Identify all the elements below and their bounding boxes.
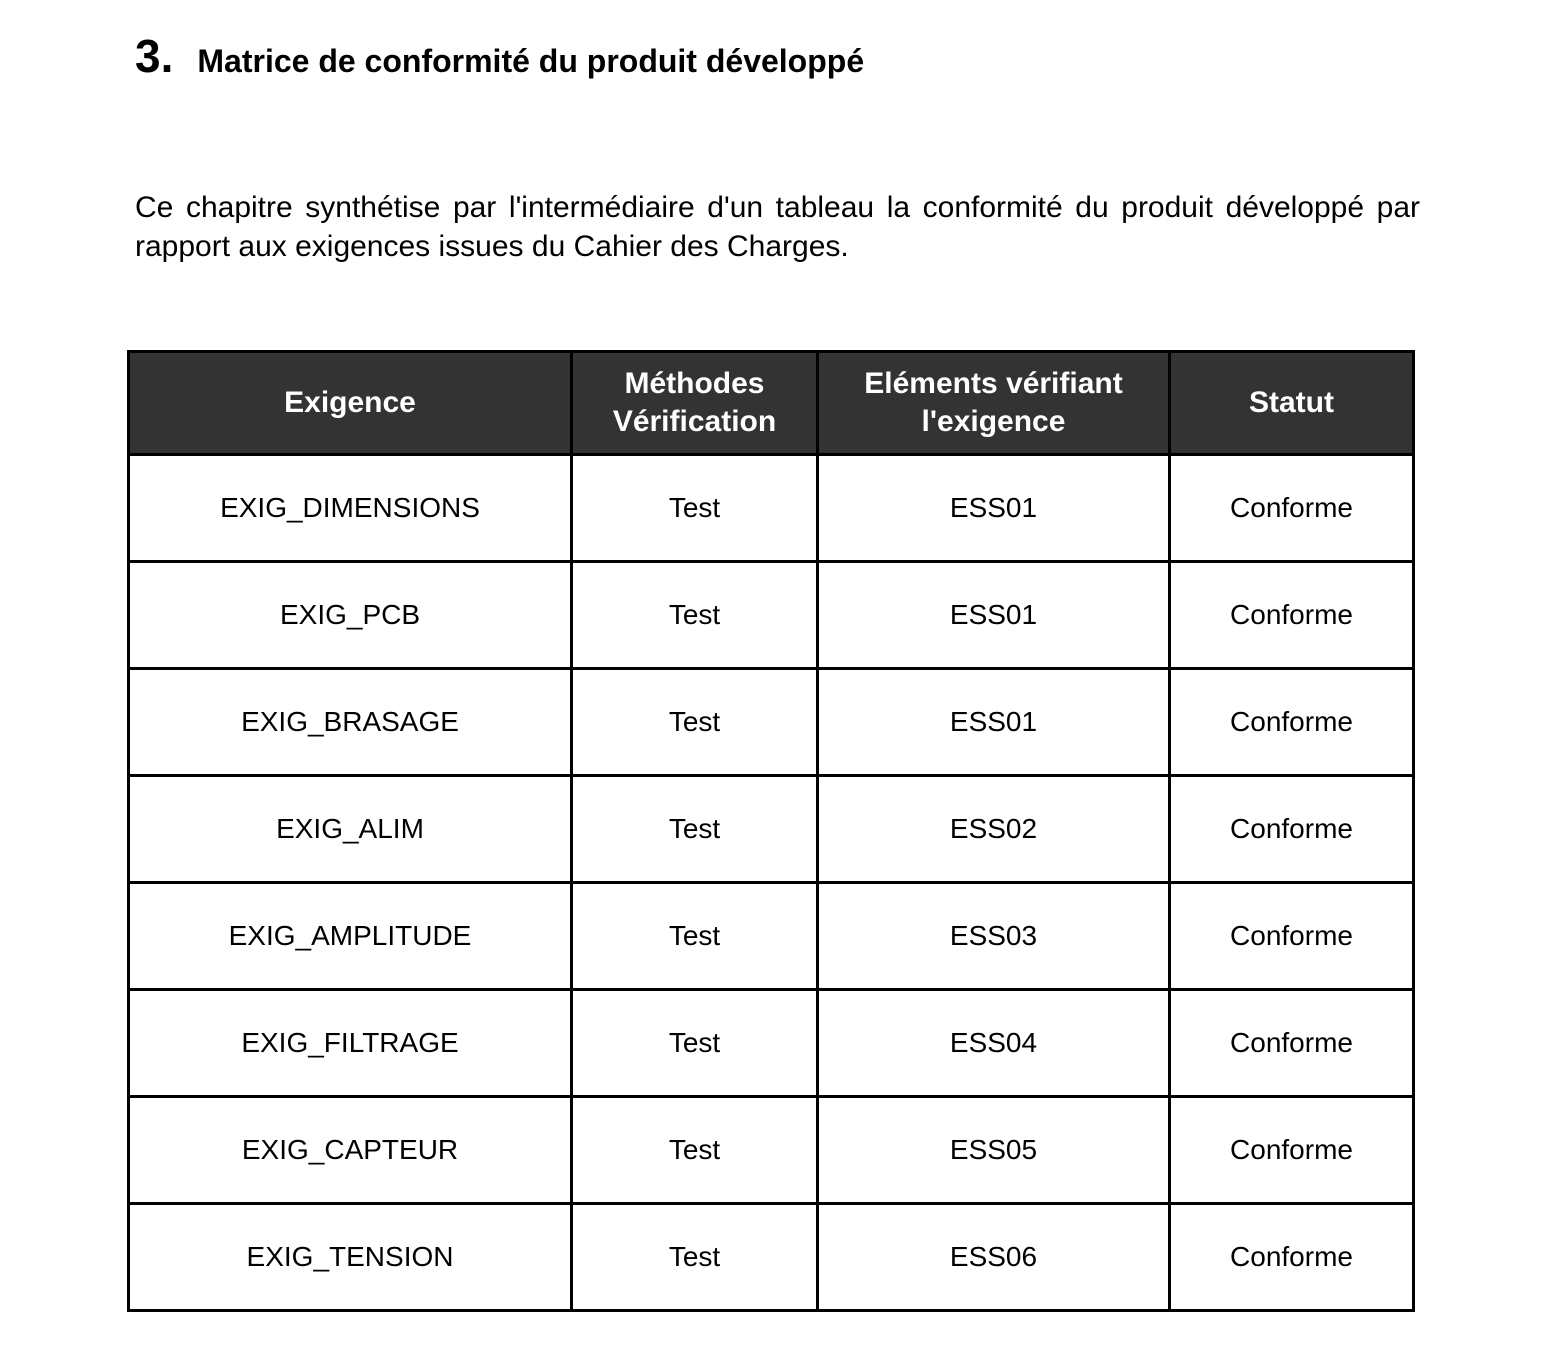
cell-exigence: EXIG_CAPTEUR bbox=[129, 1097, 572, 1204]
cell-exigence: EXIG_FILTRAGE bbox=[129, 990, 572, 1097]
cell-element: ESS02 bbox=[818, 776, 1170, 883]
cell-exigence: EXIG_PCB bbox=[129, 562, 572, 669]
section-heading bbox=[135, 30, 865, 82]
section-title: Matrice de conformité du produit développé bbox=[197, 43, 865, 79]
cell-element: ESS01 bbox=[818, 669, 1170, 776]
table-row bbox=[129, 1204, 1414, 1311]
cell-statut: Conforme bbox=[1170, 1204, 1414, 1311]
column-header-elements-verifiant: Eléments vérifiant l'exigence bbox=[818, 352, 1170, 455]
cell-element: ESS01 bbox=[818, 562, 1170, 669]
table-row bbox=[129, 455, 1414, 562]
column-header-statut: Statut bbox=[1170, 352, 1414, 455]
cell-methode: Test bbox=[572, 1097, 818, 1204]
column-header-exigence: Exigence bbox=[129, 352, 572, 455]
intro-paragraph: Ce chapitre synthétise par l'intermédiaire d'un tableau la conformité du produit développé par rapport aux exigences issues du Cahier des Charges. bbox=[135, 191, 1420, 263]
cell-statut: Conforme bbox=[1170, 562, 1414, 669]
cell-methode: Test bbox=[572, 883, 818, 990]
conformity-matrix-table bbox=[127, 350, 1415, 1312]
cell-statut: Conforme bbox=[1170, 669, 1414, 776]
cell-element: ESS05 bbox=[818, 1097, 1170, 1204]
section-number: 3. bbox=[135, 30, 174, 82]
cell-methode: Test bbox=[572, 455, 818, 562]
cell-methode: Test bbox=[572, 990, 818, 1097]
cell-statut: Conforme bbox=[1170, 1097, 1414, 1204]
cell-exigence: EXIG_BRASAGE bbox=[129, 669, 572, 776]
cell-methode: Test bbox=[572, 562, 818, 669]
cell-statut: Conforme bbox=[1170, 883, 1414, 990]
table-row bbox=[129, 990, 1414, 1097]
table-row bbox=[129, 883, 1414, 990]
cell-exigence: EXIG_TENSION bbox=[129, 1204, 572, 1311]
cell-exigence: EXIG_ALIM bbox=[129, 776, 572, 883]
table-row bbox=[129, 669, 1414, 776]
table-row bbox=[129, 1097, 1414, 1204]
cell-element: ESS03 bbox=[818, 883, 1170, 990]
cell-element: ESS01 bbox=[818, 455, 1170, 562]
cell-statut: Conforme bbox=[1170, 776, 1414, 883]
table-row bbox=[129, 562, 1414, 669]
table-row bbox=[129, 776, 1414, 883]
cell-methode: Test bbox=[572, 1204, 818, 1311]
table-header-row bbox=[129, 352, 1414, 455]
cell-exigence: EXIG_DIMENSIONS bbox=[129, 455, 572, 562]
cell-methode: Test bbox=[572, 776, 818, 883]
cell-statut: Conforme bbox=[1170, 455, 1414, 562]
column-header-methodes-verification: Méthodes Vérification bbox=[572, 352, 818, 455]
cell-statut: Conforme bbox=[1170, 990, 1414, 1097]
cell-element: ESS06 bbox=[818, 1204, 1170, 1311]
cell-exigence: EXIG_AMPLITUDE bbox=[129, 883, 572, 990]
cell-element: ESS04 bbox=[818, 990, 1170, 1097]
cell-methode: Test bbox=[572, 669, 818, 776]
